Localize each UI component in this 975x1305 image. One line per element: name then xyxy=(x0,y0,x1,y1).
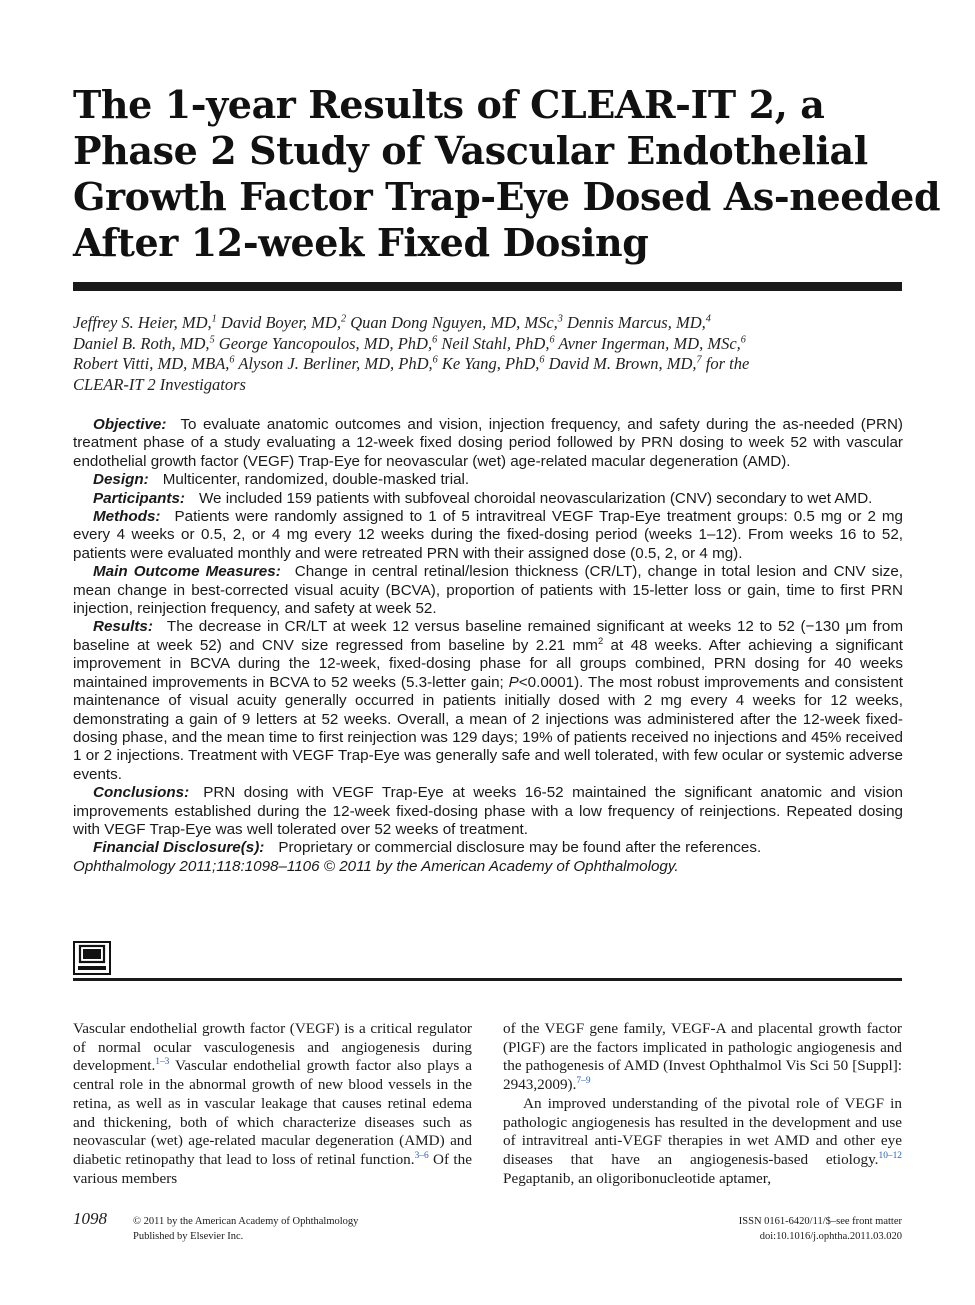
affiliation-mark: 6 xyxy=(539,354,545,366)
section-label: Design: xyxy=(93,471,149,489)
author-name: David Boyer, MD, xyxy=(216,313,341,332)
article-title xyxy=(73,82,941,266)
affiliation-mark: 3 xyxy=(557,313,563,325)
author-name: Neil Stahl, PhD, xyxy=(437,333,550,353)
publisher-line: Published by Elsevier Inc. xyxy=(133,1231,244,1242)
author-name: Avner Ingerman, MD, MSc, xyxy=(554,333,741,353)
section-label: Objective: xyxy=(93,416,167,433)
affiliation-mark: 5 xyxy=(209,334,215,345)
author-name: George Yancopoulos, MD, PhD, xyxy=(214,333,433,353)
section-label: Participants: xyxy=(93,489,185,507)
abstract-design xyxy=(73,471,903,489)
affiliation-mark: 6 xyxy=(432,334,438,345)
body-text: Of the various members xyxy=(73,1150,472,1187)
section-text: We included 159 patients with subfoveal choroidal neovascularization (CNV) secondary to wet AMD. xyxy=(199,489,873,507)
affiliation-mark: 4 xyxy=(705,313,711,325)
abstract-objective xyxy=(73,416,903,471)
reference-link[interactable]: 3–6 xyxy=(414,1150,429,1161)
p-value-symbol: P xyxy=(508,673,519,691)
author-name: Ke Yang, PhD, xyxy=(437,354,540,373)
affiliation-mark: 6 xyxy=(229,354,235,366)
journal-citation xyxy=(73,858,903,876)
title-line: After 12-week Fixed Dosing xyxy=(73,220,649,265)
copyright-line: © 2011 by the American Academy of Ophthalmology xyxy=(133,1216,359,1227)
section-label: Methods: xyxy=(93,508,161,526)
section-text: To evaluate anatomic outcomes and vision, injection frequency, and safety during the as-needed (PRN) treatment phase of a study evaluating a 12-week fixed dosing period followed by PRN dosing to week 52 with vascular endothelial growth factor (VEGF) Trap-Eye for neovascular (wet) age-related macular degeneration (AMD). xyxy=(73,416,903,470)
section-text: Change in central retinal/lesion thickness (CR/LT), change in total lesion and CNV size, mean change in best-corrected visual acuity (BCVA), proportion of patients with 15-letter loss or gain, time to first PRN injection, reinjection frequency, and safety at week 52. xyxy=(73,563,903,618)
section-text: at 48 weeks. After achieving a significant improvement in BCVA during the 12-week, fixed-dosing phase for all groups combined, PRN dosing for 40 weeks maintained improvements in BCVA to 52 weeks (5.3-letter gain; xyxy=(73,636,903,691)
footer-identifiers xyxy=(739,1214,902,1244)
citation-text: Ophthalmology 2011;118:1098–1106 © 2011 by the American Academy of Ophthalmology. xyxy=(73,857,679,875)
title-rule xyxy=(73,282,902,291)
body-text: Pegaptanib, an oligoribonucleotide aptamer, xyxy=(503,1169,772,1187)
body-text: An improved understanding of the pivotal role of VEGF in pathologic angiogenesis has resulted in the development and use of intravitreal anti-VEGF therapies in wet AMD and other eye diseases that have an angiogenesis-based etiology. xyxy=(503,1094,902,1168)
body-column-left xyxy=(73,1020,472,1188)
section-text: Patients were randomly assigned to 1 of 5 intravitreal VEGF Trap-Eye treatment groups: 0.5 mg or 2 mg every 4 weeks or 0.5, 2, or 4 mg every 12 weeks during the fixed-dosing period (weeks 1–12). From weeks 16 to 52, patients were evaluated monthly and were retreated PRN with their assigned dose (0.5, 2, or 4 mg). xyxy=(73,508,903,562)
section-text: The decrease in CR/LT at week 12 versus baseline remained significant at weeks 12 to 52 (−130 μm from baseline at week 52) and CNV size regressed from baseline by 2.21 mm xyxy=(73,618,903,654)
computer-monitor-icon xyxy=(73,941,111,975)
author-name: Alyson J. Berliner, MD, PhD, xyxy=(234,354,433,373)
title-line: Growth Factor Trap-Eye Dosed As-needed xyxy=(73,174,941,219)
body-paragraph xyxy=(503,1095,902,1189)
body-paragraph xyxy=(73,1020,472,1188)
abstract-disclosure xyxy=(73,839,903,857)
author-name: Jeffrey S. Heier, MD, xyxy=(73,313,212,332)
body-paragraph xyxy=(503,1020,902,1095)
affiliation-mark: 6 xyxy=(740,334,746,345)
author-name: for the xyxy=(701,354,750,373)
issn-line: ISSN 0161-6420/11/$–see front matter xyxy=(738,1216,902,1227)
affiliation-mark: 1 xyxy=(211,313,217,325)
author-name: Dennis Marcus, MD, xyxy=(562,313,706,332)
section-label: Financial Disclosure(s): xyxy=(93,839,265,857)
body-text: Vascular endothelial growth factor (VEGF) is a critical regulator of normal ocular vasculogenesis and angiogenesis during development. xyxy=(73,1020,472,1075)
group-name: CLEAR-IT 2 Investigators xyxy=(73,374,246,394)
section-text: Proprietary or commercial disclosure may be found after the references. xyxy=(278,839,762,857)
abstract-participants xyxy=(73,490,903,508)
section-text: Multicenter, randomized, double-masked trial. xyxy=(162,471,470,489)
body-text: of the VEGF gene family, VEGF-A and placental growth factor (PlGF) are the factors implicated in pathologic angiogenesis and the pathogenesis of AMD (Invest Ophthalmol Vis Sci 50 [Suppl]: 2943,2009). xyxy=(503,1020,902,1094)
section-text: PRN dosing with VEGF Trap-Eye at weeks 16-52 maintained the significant anatomic and vision improvements established during the 12-week fixed-dosing phase with a low frequency of reinjections. Repeated dosing with VEGF Trap-Eye was well tolerated over 52 weeks of treatment. xyxy=(73,784,903,838)
body-column-right xyxy=(503,1020,902,1188)
abstract xyxy=(73,416,903,876)
reference-link[interactable]: 1–3 xyxy=(155,1057,170,1068)
section-text: <0.0001). The most robust improvements and consistent maintenance of visual acuity generally occurred in patients initially dosed with 2 mg every 4 weeks for 12 weeks, demonstrating a gain of 9 letters at 52 weeks. Overall, a mean of 2 injections was administered after the 12-week fixed-dosing phase, and the mean time to first reinjection was 129 days; 19% of patients received no injections and 45% received 1 or 2 injections. Treatment with VEGF Trap-Eye was generally safe and well tolerated, with few ocular or systemic adverse events. xyxy=(73,673,903,783)
abstract-methods xyxy=(73,508,903,563)
section-rule xyxy=(73,978,902,981)
page-number: 1098 xyxy=(73,1209,107,1228)
affiliation-mark: 2 xyxy=(340,313,347,325)
abstract-results xyxy=(73,618,903,784)
reference-link[interactable]: 7–9 xyxy=(576,1076,591,1087)
author-list xyxy=(73,313,903,395)
superscript: 2 xyxy=(597,634,604,646)
affiliation-mark: 6 xyxy=(432,354,438,366)
author-line xyxy=(73,313,903,334)
author-name: Quan Dong Nguyen, MD, MSc, xyxy=(346,313,558,332)
abstract-conclusions xyxy=(73,784,903,839)
affiliation-mark: 6 xyxy=(549,334,555,345)
author-line xyxy=(73,375,903,396)
body-text: Vascular endothelial growth factor also plays a central role in the abnormal growth of new blood vessels in the retina, as well as in vascular leakage that causes retinal edema and thickening, both of which characterize diseases such as neovascular (wet) age-related macular degeneration (AMD) and diabetic retinopathy that lead to loss of retinal function. xyxy=(73,1057,472,1168)
affiliation-mark: 7 xyxy=(696,354,702,366)
author-name: David M. Brown, MD, xyxy=(544,354,697,373)
author-name: Daniel B. Roth, MD, xyxy=(73,333,210,353)
reference-link[interactable]: 10–12 xyxy=(878,1150,902,1161)
footer-copyright xyxy=(133,1214,358,1244)
section-label: Conclusions: xyxy=(93,784,190,802)
author-name: Robert Vitti, MD, MBA, xyxy=(73,354,230,373)
section-label: Results: xyxy=(93,618,153,636)
abstract-outcome-measures xyxy=(73,563,903,618)
title-line: The 1-year Results of CLEAR-IT 2, a xyxy=(73,82,825,127)
author-line xyxy=(73,334,903,355)
title-line: Phase 2 Study of Vascular Endothelial xyxy=(73,128,868,173)
author-line xyxy=(73,354,903,375)
doi-line[interactable]: doi:10.1016/j.ophtha.2011.03.020 xyxy=(759,1231,902,1242)
section-label: Main Outcome Measures: xyxy=(93,563,281,581)
